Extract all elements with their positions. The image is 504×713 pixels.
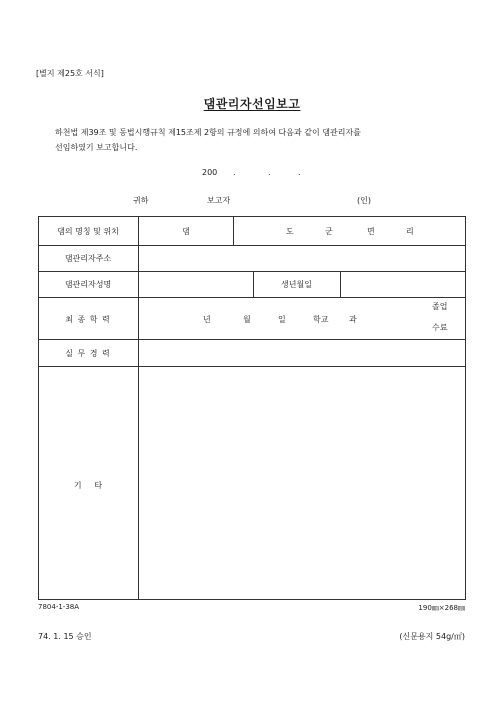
province-suffix: 도 [286, 227, 294, 236]
date-sep-2: . [268, 168, 271, 177]
form-reference: [별지 제25호 서식] [36, 69, 104, 78]
table-rule-1 [38, 245, 466, 246]
paper-size: 190㎜×268㎜ [418, 604, 465, 612]
village-suffix: 리 [406, 227, 414, 236]
education-graduated: 졸업 [432, 302, 448, 311]
table-right-border [465, 216, 466, 600]
education-day: 일 [278, 315, 286, 324]
work-experience-label: 실 무 경 력 [65, 349, 111, 358]
final-education-label: 최 종 학 력 [65, 315, 111, 324]
education-completed: 수료 [432, 323, 448, 332]
table-bottom-border [38, 599, 466, 600]
dam-suffix: 댐 [182, 227, 190, 236]
table-rule-4 [38, 339, 466, 340]
county-suffix: 군 [325, 227, 333, 236]
date-year: 200 [202, 168, 218, 177]
education-year: 년 [203, 315, 211, 324]
date-sep-3: . [298, 168, 301, 177]
dam-cell-divider [233, 216, 234, 246]
education-major: 과 [349, 315, 357, 324]
education-month: 월 [243, 315, 251, 324]
paper-spec: (신문용지 54g/㎡) [399, 632, 465, 641]
education-school: 학교 [313, 315, 329, 324]
date-sep-1: . [233, 168, 236, 177]
table-top-border [38, 216, 466, 217]
manager-address-label: 댐관리자주소 [64, 254, 112, 263]
dam-name-location-label: 댐의 명칭 및 위치 [57, 227, 119, 236]
township-suffix: 면 [367, 227, 375, 236]
document-title: 댐관리자선임보고 [203, 97, 301, 111]
table-rule-2 [38, 271, 466, 272]
intro-line-2: 선임하였기 보고합니다. [55, 143, 138, 152]
seal-mark: (인) [357, 196, 371, 205]
birth-cell-divider [340, 271, 341, 298]
reporter-label: 보고자 [207, 196, 231, 205]
table-rule-3 [38, 297, 466, 298]
manager-name-label: 댐관리자성명 [64, 280, 112, 289]
intro-line-1: 하천법 제39조 및 동법시행규칙 제15조제 2항의 규정에 의하여 다음과 같이 댐관리자를 [55, 128, 361, 137]
form-code: 7804-1-38A [38, 603, 80, 611]
label-column-divider [138, 216, 139, 600]
table-rule-5 [38, 366, 466, 367]
other-label: 기 타 [73, 481, 103, 490]
addressee-label: 귀하 [133, 196, 149, 205]
birth-date-label: 생년월일 [281, 280, 312, 289]
table-left-border [38, 216, 39, 600]
approval-date: 74. 1. 15 승인 [38, 632, 92, 641]
